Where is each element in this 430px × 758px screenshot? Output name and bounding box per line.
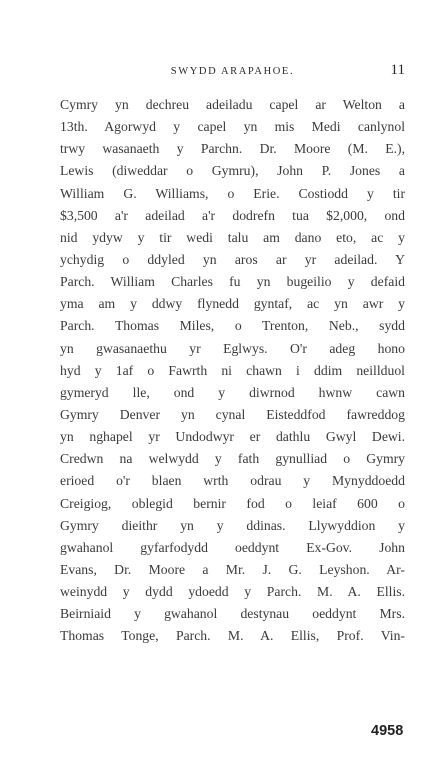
- text-line: yn nghapel yr Undodwyr er dathlu Gwyl Dewi.: [60, 429, 405, 445]
- text-line: 13th. Agorwyd y capel yn mis Medi canlynol: [60, 119, 405, 135]
- text-line: erioed o'r blaen wrth odrau y Mynyddoedd: [60, 473, 405, 489]
- text-line: $3,500 a'r adeilad a'r dodrefn tua $2,000, ond: [60, 207, 405, 223]
- text-line: Credwn na welwydd y fath gynulliad o Gymry: [60, 451, 405, 467]
- text-line: Thomas Tonge, Parch. M. A. Ellis, Prof. Vin-: [60, 628, 405, 644]
- text-line: weinydd y dydd ydoedd y Parch. M. A. Ellis.: [60, 584, 405, 600]
- text-line: trwy wasanaeth y Parchn. Dr. Moore (M. E.),: [60, 141, 405, 157]
- text-line: Gymry Denver yn cynal Eisteddfod fawreddog: [60, 406, 405, 422]
- text-line: Creigiog, oblegid bernir fod o leiaf 600 o: [60, 495, 405, 511]
- text-line: Gymry dieithr yn y ddinas. Llywyddion y: [60, 517, 405, 533]
- text-line: gwahanol gyfarfodydd oeddynt Ex-Gov. John: [60, 539, 405, 555]
- running-title: SWYDD ARAPAHOE.: [170, 66, 295, 77]
- text-line: nid ydyw y tir wedi talu am dano eto, ac y: [60, 229, 405, 245]
- page-number: 11: [390, 62, 405, 78]
- text-line: gymeryd lle, ond y diwrnod hwnw cawn: [60, 384, 405, 400]
- page-header: [60, 62, 405, 82]
- text-line: Beirniaid y gwahanol destynau oeddynt Mrs.: [60, 606, 405, 622]
- text-line: Parch. William Charles fu yn bugeilio y defaid: [60, 274, 405, 290]
- body-paragraph: [60, 94, 405, 648]
- text-line: yn gwasanaethu yr Eglwys. O'r adeg hono: [60, 340, 405, 356]
- scan-reference-number: 4958: [371, 723, 404, 739]
- text-line: Parch. Thomas Miles, o Trenton, Neb., sydd: [60, 318, 405, 334]
- text-line: hyd y 1af o Fawrth ni chawn i ddim neillduol: [60, 362, 405, 378]
- text-line: Evans, Dr. Moore a Mr. J. G. Leyshon. Ar-: [60, 561, 405, 577]
- text-line: William G. Williams, o Erie. Costiodd y tir: [60, 185, 405, 201]
- text-line: ychydig o ddyled yn aros ar yr adeilad. Y: [60, 251, 405, 267]
- text-line: Lewis (diweddar o Gymru), John P. Jones a: [60, 163, 405, 179]
- text-line: yma am y ddwy flynedd gyntaf, ac yn awr y: [60, 296, 405, 312]
- text-line: Cymry yn dechreu adeiladu capel ar Welton a: [60, 97, 405, 112]
